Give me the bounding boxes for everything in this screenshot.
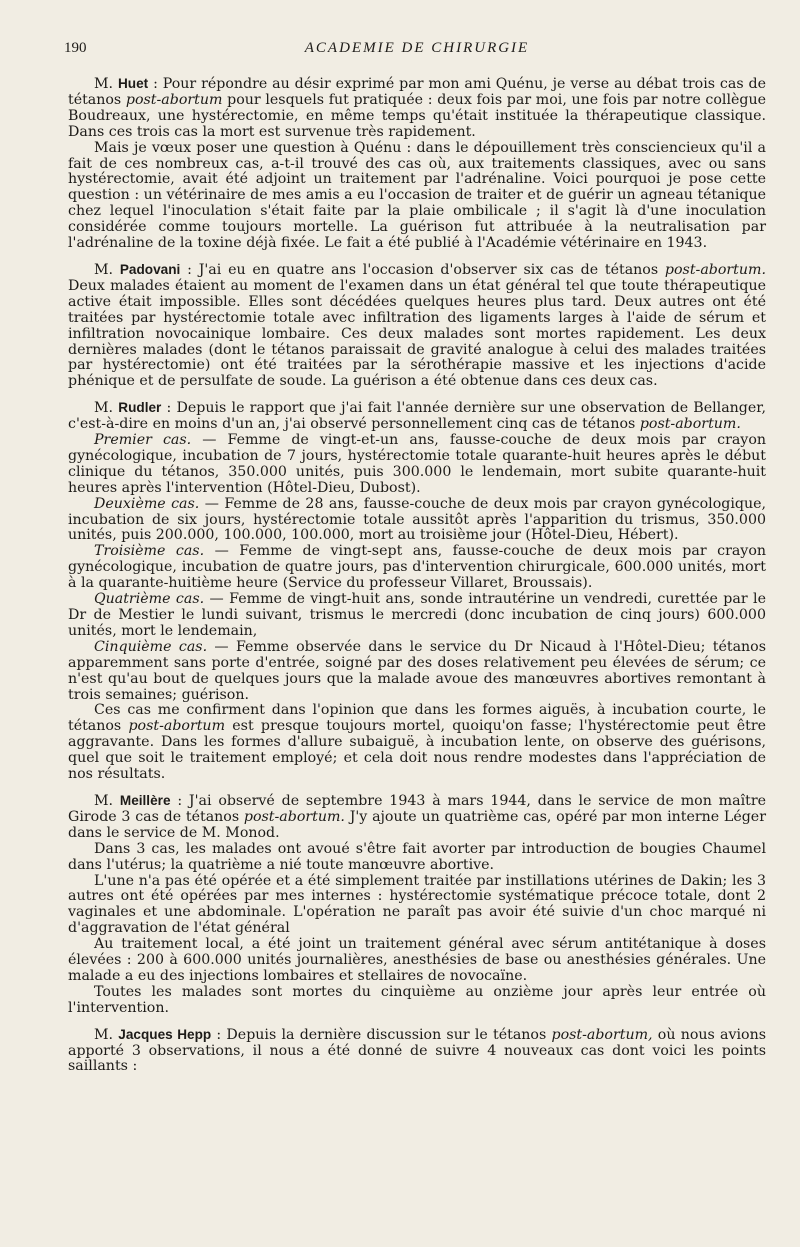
- paragraph: [68, 262, 766, 390]
- page-header: [64, 38, 766, 60]
- paragraph-text: : J'ai observé de septembre 1943 à mars 1944, dans le service de mon maître Girode 3 cas de tétanos: [68, 792, 766, 825]
- speaker-name: Huet: [117, 76, 149, 91]
- case-paragraph: [68, 592, 766, 640]
- paragraph-text: Ces cas me confirment dans l'opinion que dans les formes aiguës, à incubation courte, le tétanos: [68, 702, 766, 735]
- paragraph: Mais je vœux poser une question à Quénu : dans le dépouillement très consciencieux qu'il a fait de ces nombreux cas, a-t-il trouvé des cas où, aux traitements classiques, avec ou sans hystérectomie, avait été adjoint un traitement par l'adrénaline. Voici pourquoi je pose cette question : un vétérinaire de mes amis a eu l'occasion de traiter et de guérir un agneau tétanique chez lequel l'inoculation s'était faite par la plaie ombilicale ; il s'agit là d'une inoculation considérée comme toujours mortelle. La guérison fut attribuée à la neutralisation par l'adrénaline de la toxine déjà fixée. Le fait a été publié à l'Académie vétérinaire en 1943.: [68, 139, 766, 252]
- section-meillere: [68, 793, 766, 1017]
- emphasis-text: post-abortum.: [664, 261, 766, 278]
- section-rudler: [68, 400, 766, 783]
- paragraph: Au traitement local, a été joint un traitement général avec sérum antitétanique à doses élevées : 200 à 600.000 unités journalières, anesthésies de base ou anesthésies générales. Une malade a eu des injections lombaires et stellaires de novocaïne.: [68, 936, 766, 984]
- page-number: 190: [64, 40, 87, 56]
- case-paragraph: [68, 544, 766, 592]
- speaker-prefix: M.: [94, 1026, 114, 1043]
- paragraph-text: : Pour répondre au désir exprimé par mon ami Quénu, je verse au débat trois cas de tétanos: [68, 76, 766, 108]
- case-text: — Femme de vingt-huit ans, sonde intrautérine un vendredi, curettée par le Dr de Mestier le lundi suivant, trismus le mercredi (donc incubation de cinq jours) 600.000 unités, mort le lendemain,: [68, 591, 766, 639]
- case-title: Troisième cas.: [94, 543, 205, 560]
- paragraph-text: où nous avions apporté 3 observations, il nous a été donné de suivre 4 nouveaux cas dont voici les points saillants :: [68, 1026, 767, 1075]
- emphasis-text: post-abortum: [128, 718, 226, 735]
- section-hepp: [68, 1027, 766, 1076]
- running-title: ACADEMIE DE CHIRURGIE: [304, 40, 530, 56]
- case-title: Quatrième cas.: [94, 591, 205, 608]
- paragraph-text: : Depuis le rapport que j'ai fait l'année dernière sur une observation de Bellanger, c'est-à-dire en moins d'un an, j'ai observé personnellement cinq cas de tétanos: [68, 400, 767, 433]
- speaker-prefix: M.: [94, 76, 114, 92]
- case-paragraph: [68, 640, 766, 704]
- case-text: — Femme de vingt-et-un ans, fausse-couche de deux mois par crayon gynécologique, incubation de 7 jours, hystérectomie totale quarante-huit heures après le début clinique du tétanos, 350.000 unités, puis 300.000 le lendemain, mort subite quarante-huit heures après l'intervention (Hôtel-Dieu, Dubost).: [68, 432, 767, 496]
- paragraph: Toutes les malades sont mortes du cinquième au onzième jour après leur entrée où l'intervention.: [68, 983, 766, 1016]
- speaker-name: Padovani: [119, 261, 181, 277]
- speaker-name: Jacques Hepp: [118, 1026, 212, 1042]
- case-text: — Femme de 28 ans, fausse-couche de deux mois par crayon gynécologique, incubation de six jours, hystérectomie totale aussitôt après l'apparition du trismus, 350.000 unités, puis 200.000, 100.000, 100.000, mort au troisième jour (Hôtel-Dieu, Hébert).: [68, 495, 766, 544]
- section-padovani: [68, 262, 766, 390]
- paragraph: [68, 793, 766, 842]
- case-title: Deuxième cas.: [94, 495, 200, 512]
- speaker-name: Meillère: [119, 792, 171, 808]
- paragraph-text: : J'ai eu en quatre ans l'occasion d'observer six cas de tétanos: [180, 261, 665, 278]
- paragraph-text: Deux malades étaient au moment de l'examen dans un état général tel que toute thérapeutique active était impossible. Elles sont décédées quelques heures plus tard. Deux autres ont été traitées par hystérectomie totale avec infiltration des ligaments larges à l'aide de sérum et infiltration novocainique lombaire. Ces deux malades sont mortes rapidement. Les deux dernières malades (dont le tétanos paraissait de gravité analogue à celui des malades traitées par hystérectomie) ont été traitées par la sérothérapie massive et les injections d'acide phénique et de persulfate de soude. La guérison a été obtenue dans ces deux cas.: [68, 277, 766, 390]
- paragraph: [68, 76, 766, 141]
- case-title: Premier cas.: [94, 432, 192, 449]
- emphasis-text: post-abortum.: [243, 808, 345, 825]
- case-text: — Femme de vingt-sept ans, fausse-couche de deux mois par crayon gynécologique, incubation de quatre jours, pas d'intervention chirurgicale, 600.000 unités, mort à la quarante-huitième heure (Service du professeur Villaret, Broussais).: [68, 543, 767, 592]
- paragraph: [68, 703, 766, 783]
- speaker-name: Rudler: [118, 400, 162, 416]
- speaker-prefix: M.: [94, 400, 114, 417]
- paragraph-text: : Depuis la dernière discussion sur le tétanos: [211, 1026, 552, 1043]
- paragraph: L'une n'a pas été opérée et a été simplement traitée par instillations utérines de Dakin; les 3 autres ont été opérées par mes internes : hystérectomie systématique précoce totale, dont 2 vaginales et une abdominale. L'opération ne paraît pas avoir été suivie d'un choc marqué ni d'aggravation de l'état général: [68, 872, 766, 937]
- speaker-prefix: M.: [94, 792, 114, 809]
- paragraph: [68, 1027, 766, 1076]
- paragraph-text: J'y ajoute un quatrième cas, opéré par mon interne Léger dans le service de M. Monod.: [68, 808, 766, 841]
- paragraph: Dans 3 cas, les malades ont avoué s'être fait avorter par introduction de bougies Chaumel dans l'utérus; la quatrième a nié toute manœuvre abortive.: [68, 840, 766, 873]
- emphasis-text: post-abortum: [125, 91, 223, 108]
- emphasis-text: post-abortum,: [551, 1026, 653, 1043]
- paragraph-text: pour lesquels fut pratiquée : deux fois par moi, une fois par notre collègue Boudreaux, une hystérectomie, en même temps qu'était instituée la thérapeutique classique. Dans ces trois cas la mort est survenue très rapidement.: [68, 91, 766, 140]
- case-text: — Femme observée dans le service du Dr Nicaud à l'Hôtel-Dieu; tétanos apparemment sans porte d'entrée, soigné par des doses relativement peu élevées de sérum; ce n'est qu'au bout de quelques jours que la malade avoue des manœuvres abortives remontant à trois semaines; guérison.: [68, 638, 766, 703]
- speaker-prefix: M.: [94, 261, 114, 278]
- case-paragraph: [68, 497, 766, 545]
- emphasis-text: post-abortum.: [639, 416, 741, 433]
- paragraph: [68, 400, 766, 433]
- body-text: [68, 76, 766, 1075]
- section-huet: [68, 76, 766, 252]
- case-title: Cinquième cas.: [94, 638, 208, 655]
- paragraph-text: est presque toujours mortel, quoiqu'on fasse; l'hystérectomie peut être aggravante. Dans les formes d'allure subaiguë, à incubation lente, on observe des guérisons, quel que soit le traitement employé; et cela doit nous rendre modestes dans l'appréciation de nos résultats.: [68, 718, 766, 783]
- case-paragraph: [68, 433, 766, 497]
